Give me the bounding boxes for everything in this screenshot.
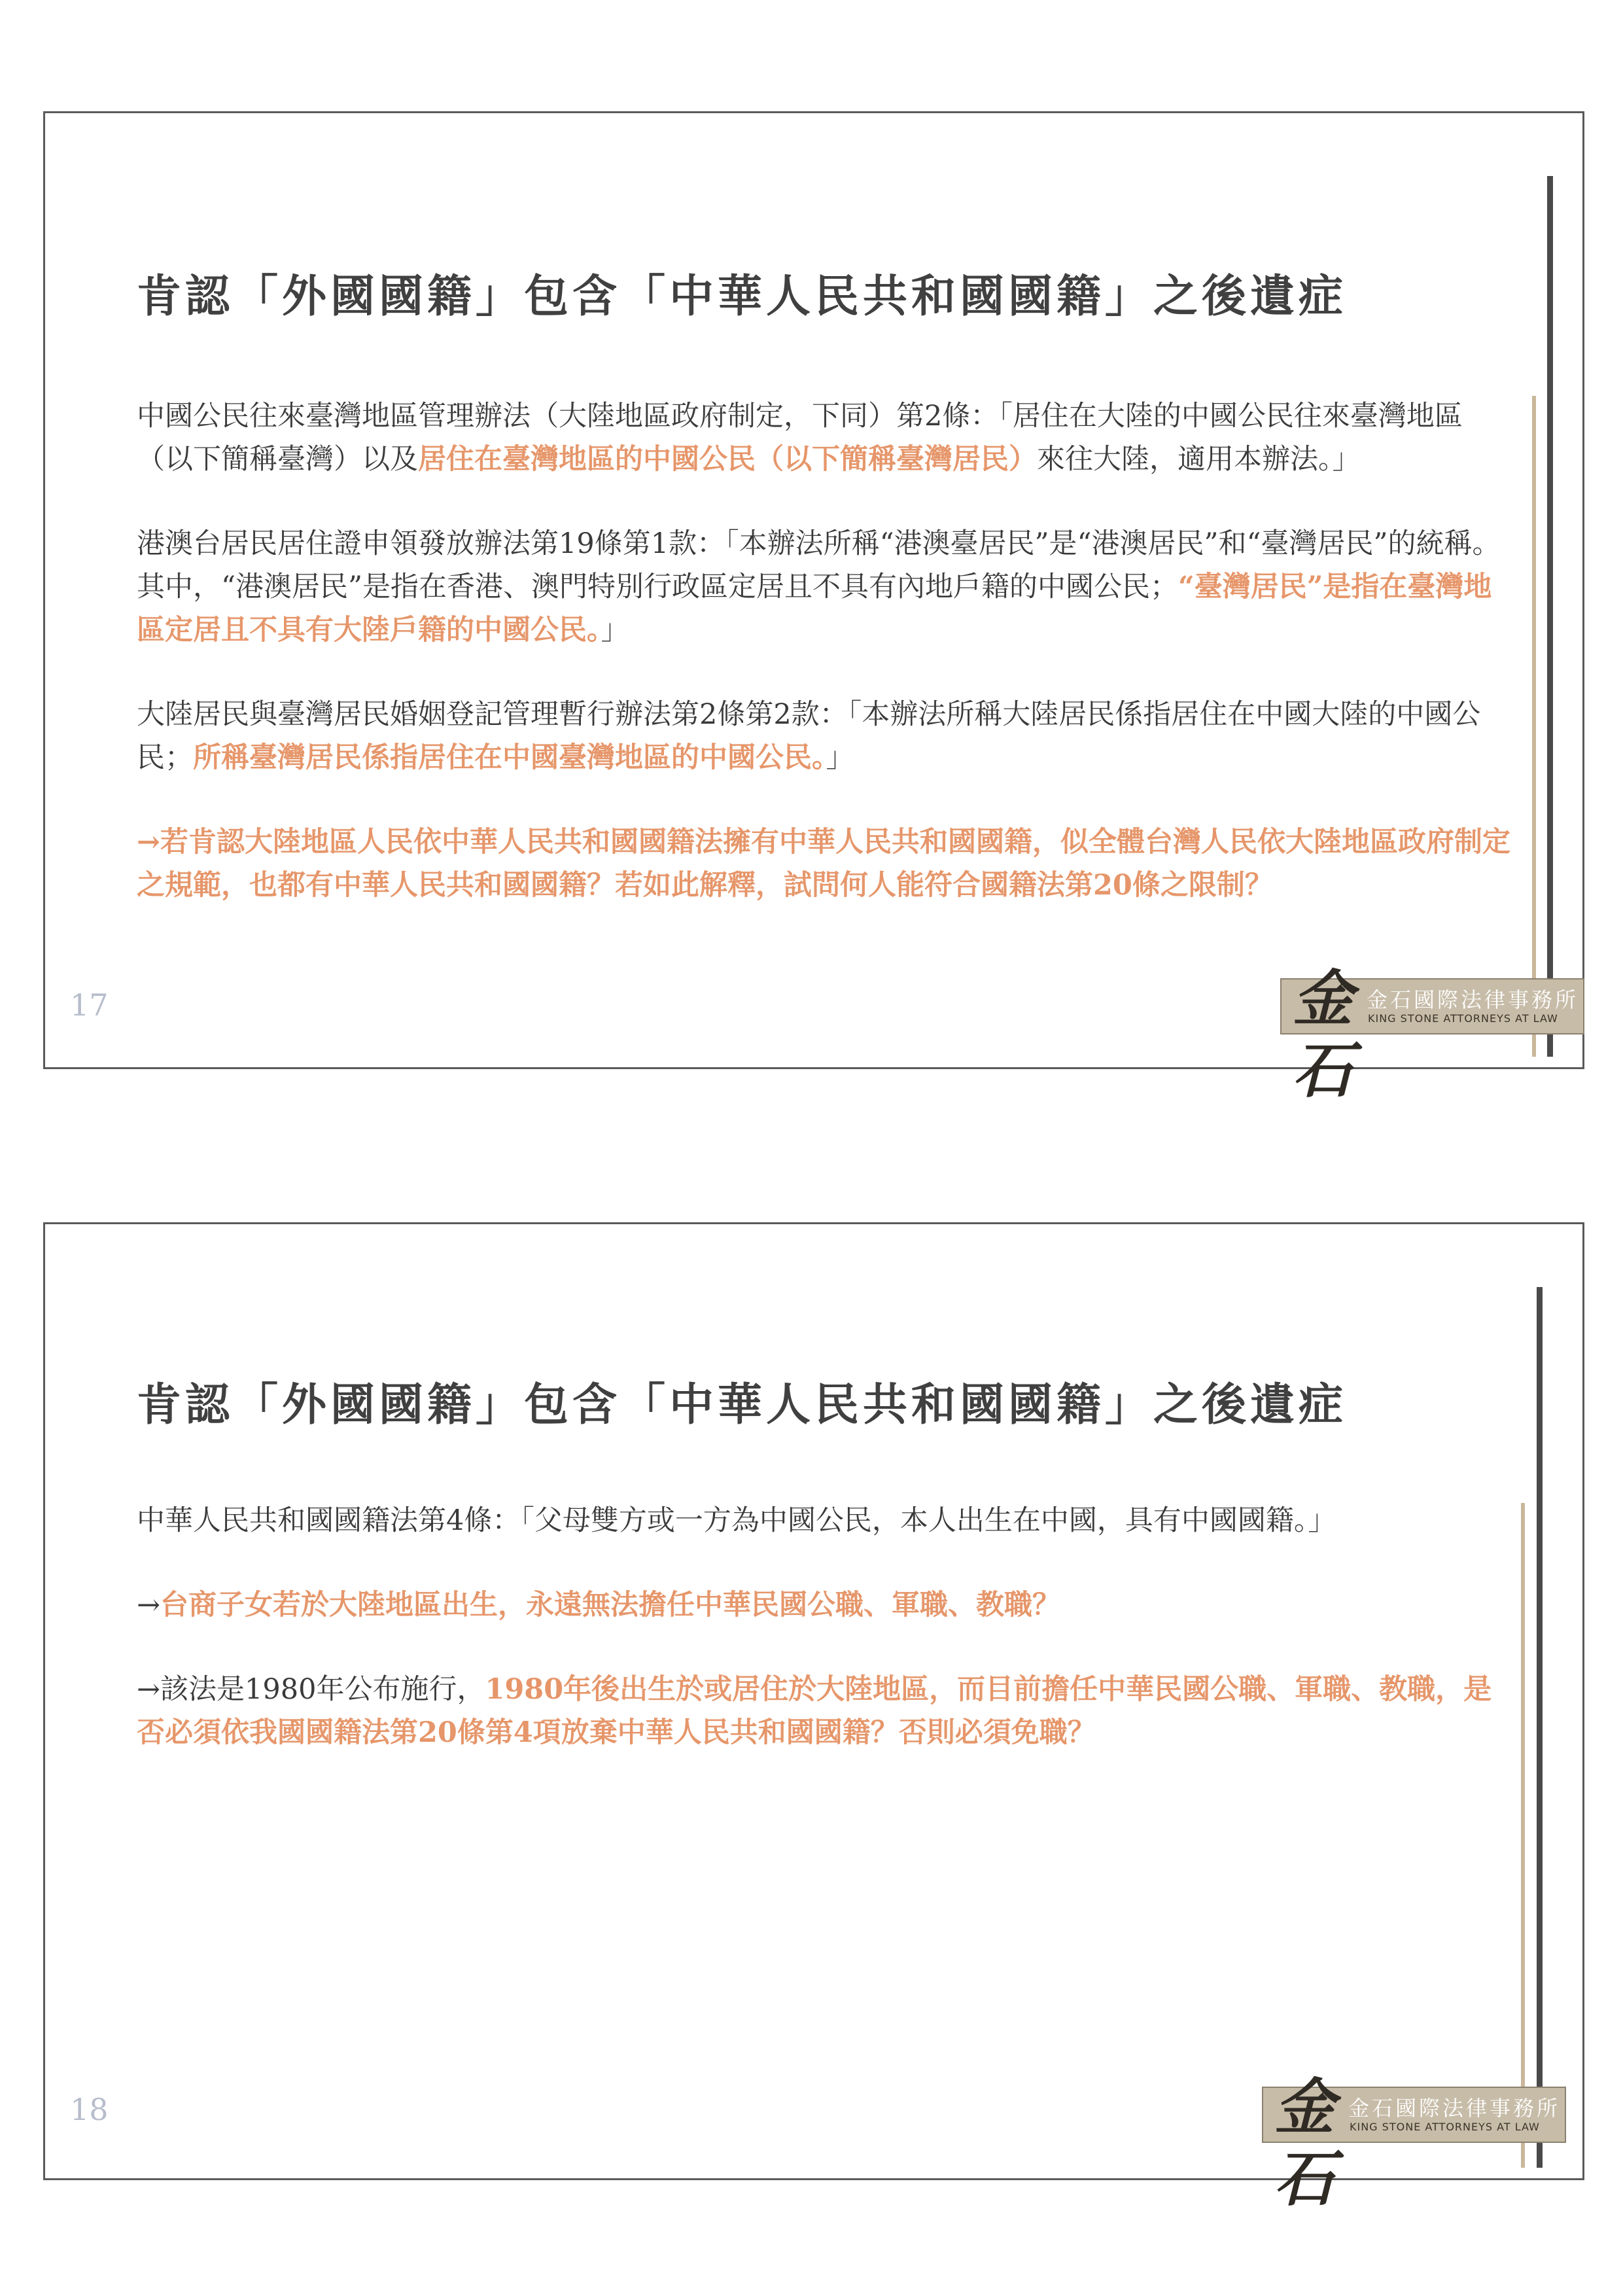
slide-title: 肯認「外國國籍」包含「中華人民共和國國籍」之後遺症 [137, 270, 1348, 323]
paragraph [137, 395, 1514, 481]
body-text: 港澳台居民居住證申領發放辦法第19條第1款：「本辦法所稱“港澳臺居民”是“港澳居民”和“臺灣居民”的統稱。其中，“港澳居民”是指在香港、澳門特別行政區定居且不具有內地戶籍的中國公民； [137, 527, 1501, 603]
page-number: 18 [70, 2092, 109, 2127]
body-text: → [137, 1589, 161, 1621]
accent-bar-gold [1521, 1503, 1525, 2168]
slide-content [137, 1499, 1514, 1795]
body-text: 大陸居民與臺灣居民婚姻登記管理暫行辦法第2條第2款：「本辦法所稱大陸居民係指居住在中國大陸的中國公民； [137, 698, 1481, 774]
highlighted-text: 居住在臺灣地區的中國公民（以下簡稱臺灣居民） [418, 443, 1037, 476]
paragraph [137, 1499, 1514, 1542]
logo-name-cn: 金石國際法律事務所 [1348, 2096, 1561, 2121]
logo-name-en: KING STONE ATTORNEYS AT LAW [1368, 1012, 1558, 1025]
highlighted-text: “臺灣居民”是指在臺灣地區定居且不具有大陸戶籍的中國公民。 [137, 571, 1492, 646]
slide-18 [43, 1222, 1584, 2214]
highlighted-text: 所稱臺灣居民係指居住在中國臺灣地區的中國公民。 [193, 741, 826, 774]
body-text: 中華人民共和國國籍法第4條：「父母雙方或一方為中國公民，本人出生在中國，具有中國國籍。」 [137, 1504, 1336, 1537]
firm-logo [1280, 963, 1584, 1106]
accent-bar-dark [1547, 176, 1553, 1057]
accent-bar-dark [1537, 1287, 1543, 2168]
accent-bar-gold [1532, 396, 1536, 1057]
highlighted-text: 1980年後出生於或居住於大陸地區，而目前擔任中華民國公職、軍職、教職，是否必須依我國國籍法第20條第4項放棄中華人民共和國國籍？否則必須免職？ [137, 1673, 1492, 1749]
logo-mark: 金石 [1274, 2072, 1335, 2214]
logo-mark: 金石 [1292, 963, 1353, 1106]
paragraph [137, 1668, 1514, 1754]
body-text: 」 [826, 741, 854, 774]
page-number: 17 [70, 987, 109, 1023]
slide-title: 肯認「外國國籍」包含「中華人民共和國國籍」之後遺症 [137, 1379, 1348, 1431]
logo-name-cn: 金石國際法律事務所 [1367, 987, 1579, 1012]
slide-content [137, 395, 1514, 948]
body-text: 中國公民往來臺灣地區管理辦法（大陸地區政府制定，下同）第2條：「居住在大陸的中國公民往來臺灣地區（以下簡稱臺灣）以及 [137, 400, 1463, 476]
highlighted-text: 台商子女若於大陸地區出生，永遠無法擔任中華民國公職、軍職、教職？ [160, 1589, 1061, 1621]
firm-logo [1262, 2072, 1566, 2214]
paragraph [137, 522, 1514, 652]
paragraph [137, 693, 1514, 779]
slide-17 [43, 111, 1584, 1106]
body-text: 」 [601, 614, 629, 646]
paragraph [137, 821, 1514, 907]
highlighted-text: →若肯認大陸地區人民依中華人民共和國國籍法擁有中華人民共和國國籍，似全體台灣人民依大陸地區政府制定之規範，也都有中華人民共和國國籍？若如此解釋，試問何人能符合國籍法第20條之限制？ [137, 826, 1511, 902]
body-text: →該法是1980年公布施行， [137, 1673, 485, 1706]
paragraph [137, 1583, 1514, 1627]
body-text: 來往大陸，適用本辦法。」 [1037, 443, 1361, 476]
logo-name-en: KING STONE ATTORNEYS AT LAW [1350, 2121, 1540, 2133]
